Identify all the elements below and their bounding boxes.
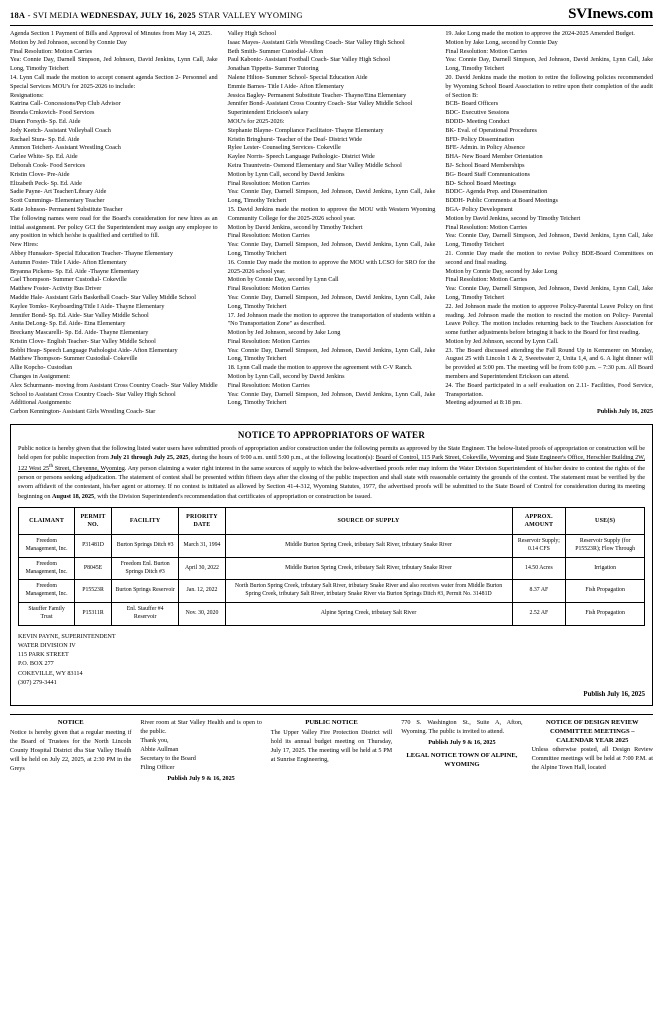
legal-paragraph: Superintendent Erickson's salary — [227, 109, 309, 117]
legal-paragraph: 18. Lynn Call made the motion to approve the agreement with C-V Ranch. — [227, 364, 413, 372]
legal-paragraph: BJ- School Board Memberships — [445, 161, 525, 169]
legal-paragraph: 22. Jed Johnson made the motion to approve Policy-Parental Leave Policy on first reading. Jed Johnson made the motion to rescind the motion on Policy- Parental Leave Policy. The motion includes returning back to the Teachers Association for some further adjustments before bringing it back to the Board for first reading. — [445, 302, 653, 337]
table-cell-permit: P15523R — [75, 580, 112, 603]
table-cell-amount: 14.50 Acres — [512, 557, 566, 580]
table-column-header: USE(S) — [566, 507, 645, 534]
legal-paragraph: Carbon Kennington- Assistant Girls Wrestling Coach- Star — [10, 408, 156, 416]
legal-paragraph: BHA- New Board Member Orientation — [445, 153, 543, 161]
table-cell-priority: April 30, 2022 — [179, 557, 225, 580]
water-rights-table — [18, 507, 645, 626]
legal-paragraph: Final Resolution: Motion Carries — [227, 232, 310, 240]
notice-paragraph: Thank you, — [140, 737, 169, 745]
notice-paragraph: Filing Officer — [140, 764, 175, 772]
table-cell-claimant: Stauffer Family Trust — [19, 602, 75, 625]
legal-paragraph: Final Resolution: Motion Carries — [445, 223, 528, 231]
column3-publish-line: Publish July 16, 2025 — [596, 408, 653, 416]
table-cell-amount: 2.52 AF — [512, 602, 566, 625]
legal-paragraph: Scott Cummings- Elementary Teacher — [10, 197, 105, 205]
masthead — [10, 6, 653, 26]
legal-paragraph: BFD- Policy Dissemination — [445, 135, 515, 143]
legal-paragraph: Rylee Lester- Counseling Services- Cokeville — [227, 144, 341, 152]
table-row — [19, 557, 645, 580]
legal-paragraph: Resignations: — [10, 91, 44, 99]
signature-line: WATER DIVISION IV — [18, 641, 76, 649]
page-folio: 18A — [10, 10, 26, 20]
legal-paragraph: Cael Thompson- Summer Custodial- Cokeville — [10, 276, 127, 284]
table-cell-priority: March 31, 1994 — [179, 535, 225, 558]
table-column-header: PRIORITY DATE — [179, 507, 225, 534]
table-cell-source: Middle Burton Spring Creek, tributary Salt River, tributary Snake River — [225, 557, 512, 580]
notice-heading: PUBLIC NOTICE — [305, 719, 358, 727]
legal-paragraph: Agenda Section 1 Payment of Bills and Approval of Minutes from May 14, 2025. — [10, 30, 212, 37]
legal-paragraph: Nalene Hilton- Summer School- Special Education Aide — [227, 73, 368, 81]
legal-paragraph: Yea: Connie Day, Darnell Simpson, Jed Johnson, David Jenkins, Lynn Call, Jake Long, Timothy Teichert — [445, 56, 653, 73]
legal-paragraph: Paul Kabonic- Assistant Football Coach- Star Valley High School — [227, 56, 391, 64]
table-column-header: PERMIT NO. — [75, 507, 112, 534]
table-column-header: SOURCE OF SUPPLY — [225, 507, 512, 534]
masthead-separator: - — [27, 10, 31, 20]
legal-paragraph: Valley High School — [227, 30, 277, 37]
water-notice-publish-line: Publish July 16, 2025 — [583, 691, 645, 699]
table-column-header: FACILITY — [111, 507, 178, 534]
legal-paragraph: 21. Connie Day made the motion to revise Policy BDE-Board Committees on second and final reading. — [445, 249, 653, 266]
legal-paragraph: Motion by David Jenkins, second by Timothy Teichert — [227, 223, 363, 231]
legal-column-2 — [228, 30, 436, 417]
legal-paragraph: Additional Assignments: — [10, 399, 72, 407]
water-appropriators-notice — [10, 424, 653, 706]
table-column-header: CLAIMANT — [19, 507, 75, 534]
legal-paragraph: Kaylee Tomko- Keyboarding/Title I Aide- Thayne Elementary — [10, 302, 165, 310]
notice-text-j: , with the Division Superintendent's recommendation that certificates of appropriation or construction be issued. — [94, 492, 372, 500]
legal-paragraph: BGA- Policy Development — [445, 205, 513, 213]
legal-paragraph: BDDC- Agenda Prep. and Dissemination — [445, 188, 548, 196]
bottom-notice-column — [271, 719, 392, 784]
bottom-notice-column — [532, 719, 653, 784]
legal-paragraph: Yea: Connie Day, Darnell Simpson, Jed Johnson, David Jenkins, Lynn Call, Jake Long, Timothy Teichert — [445, 232, 653, 249]
signature-line: KEVIN PAYNE, SUPERINTENDENT — [18, 632, 116, 640]
legal-paragraph: Beth Smith- Summer Custodial- Afton — [227, 47, 324, 55]
legal-paragraph: The following names were read for the Board's consideration for new hires as an initial assignment. Per policy GCI the Superintendent may assign any employee to any position in which he/she is qualified and certified to fill. — [10, 214, 218, 240]
notice-heading: NOTICE OF DESIGN REVIEW COMMITTEE MEETINGS – CALENDAR YEAR 2025 — [545, 719, 639, 744]
table-cell-claimant: Freedom Management, Inc. — [19, 557, 75, 580]
legal-paragraph: BDDH- Public Comments at Board Meetings — [445, 197, 558, 205]
table-cell-source: Middle Burton Spring Creek, tributary Salt River, tributary Snake River — [225, 535, 512, 558]
notice-paragraph: The Upper Valley Fire Protection District will hold its annual budget meeting on Thursday, July 17, 2025. The meeting will be held at 5 PM at Sunrise Engineering, — [270, 728, 393, 763]
legal-paragraph: Jennifer Bond- Assistant Cross Country Coach- Star Valley Middle School — [227, 100, 413, 108]
bottom-notice-column — [401, 719, 522, 784]
legal-paragraph: Yea: Connie Day, Darnell Simpson, Jed Johnson, David Jenkins, Lynn Call, Jake Long, Timothy Teichert — [227, 241, 436, 257]
legal-paragraph: Alex Schurmann- moving from Assistant Cross Country Coach- Star Valley Middle School to Assistant Cross Country Coach- Star Valley High School — [10, 381, 218, 398]
legal-paragraph: BK- Eval. of Operational Procedures — [445, 126, 537, 134]
legal-paragraph: 20. David Jenkins made the motion to retire the following policies recommended by Wyoming School Board Association to retire upon their completion of the audit of Section B: — [445, 73, 653, 99]
legal-paragraph: Yea: Connie Day, Darnell Simpson, Jed Johnson, David Jenkins, Lynn Call, Jake Long, Timothy Teichert — [227, 188, 436, 205]
table-row — [19, 602, 645, 625]
table-cell-facility: Burton Springs Reservoir — [111, 580, 178, 603]
location-board-of-control: Board of Control, 115 Park Street, Cokeville, Wyoming — [375, 454, 514, 462]
legal-paragraph: Final Resolution: Motion Carries — [227, 179, 310, 187]
legal-column-3 — [445, 30, 653, 417]
legal-paragraph: BDC- Executive Sessions — [445, 109, 510, 117]
legal-paragraph: Katie Johnson- Permanent Substitute Teacher — [10, 205, 123, 213]
legal-paragraph: Breckany Mascarelli- Sp. Ed. Aide- Thayne Elementary — [10, 329, 149, 337]
table-cell-source: North Burton Spring Creek, tributary Salt River, tributary Snake River and also receives water from Middle Burton Spring Creek, tributary Salt River, tributary Snake River via Burton Springs Ditch #3, Permit No. 31481D — [225, 580, 512, 603]
notice-publish-line: Publish July 9 & 16, 2025 — [428, 739, 496, 747]
table-cell-amount: Reservoir Supply; 0.14 CFS — [512, 535, 566, 558]
legal-paragraph: Motion by Jed Johnson, second by Lynn Call. — [445, 337, 559, 345]
board-meeting-date: August 18, 2025 — [52, 492, 95, 500]
table-cell-permit: P15311R — [75, 602, 112, 625]
signature-line: COKEVILLE, WY 83114 — [18, 669, 83, 677]
legal-paragraph: Diann Forsyth- Sp. Ed. Aide — [10, 117, 81, 125]
signature-line: (307) 279-3441 — [18, 679, 57, 687]
legal-paragraph: Maddie Hale- Assistant Girls Basketball Coach- Star Valley Middle School — [10, 293, 196, 301]
legal-paragraph: Yea: Connie Day, Darnell Simpson, Jed Johnson, David Jenkins, Lynn Call, Jake Long, Timothy Teichert — [227, 346, 436, 363]
legal-paragraph: 15. David Jenkins made the motion to approve the MOU with Western Wyoming Community College for the 2025-2026 school year. — [227, 205, 436, 222]
bottom-notice-column — [140, 719, 261, 784]
notice-paragraph: 770 S. Washington St., Suite A, Afton, Wyoming. The public is invited to attend. — [401, 719, 523, 736]
legal-paragraph: Rachael Stura- Sp. Ed. Aide — [10, 135, 80, 143]
legal-paragraph: Bryanna Pickens- Sp. Ed. Aide -Thayne Elementary — [10, 267, 139, 275]
legal-paragraph: Motion by David Jenkins, second by Timothy Teichert — [445, 214, 581, 222]
legal-paragraph: Brenda Crnkovich- Food Services — [10, 109, 95, 117]
publication-name: SVI MEDIA — [32, 10, 78, 20]
legal-paragraph: Motion by Jake Long, second by Connie Day — [445, 38, 558, 46]
legal-paragraph: Motion by Lynn Call, second by David Jenkins — [227, 373, 345, 381]
website-url: SVInews.com — [568, 6, 653, 22]
table-cell-permit: P8045E — [75, 557, 112, 580]
legal-paragraph: New Hires: — [10, 241, 39, 249]
legal-paragraph: Katrina Call- Concessions/Pep Club Advisor — [10, 100, 121, 108]
legal-paragraph: Deborah Cook- Food Services — [10, 161, 86, 169]
legal-paragraph: Carlee White- Sp. Ed. Aide — [10, 153, 78, 161]
legal-paragraph: BD- School Board Meetings — [445, 179, 516, 187]
legal-paragraph: Motion by Connie Day, second by Lynn Call — [227, 276, 339, 284]
signature-line: 115 PARK STREET — [18, 651, 69, 659]
legal-paragraph: Jody Keetch- Assistant Volleyball Coach — [10, 126, 111, 134]
table-cell-claimant: Freedom Management, Inc. — [19, 535, 75, 558]
notice-text-h: . Any person claiming a water right interest in the same sources of supply to which the below-advertised proofs refer may inform the Water Division Superintendent of his/her desire to contest the rights of the person or persons seeking adjudication. The statement of contest shall be presented within fifteen days after the closing of the public inspection and shall state with reasonable certainty the grounds of the contest. The statement must be verified by the sworn affidavit of the contestant, his/her agent or attorney. If no contest is initiated as allowed by Section 41-4-312, Wyoming Statutes, 1977, the advertised proofs will be submitted to the State Board of Control for consideration during its meeting beginning on — [18, 464, 646, 500]
table-cell-permit: P31481D — [75, 535, 112, 558]
table-header-row — [19, 507, 645, 534]
legal-paragraph: Motion by Lynn Call, second by David Jenkins — [227, 170, 345, 178]
table-cell-priority: Nov. 30, 2020 — [179, 602, 225, 625]
ordinal-suffix: th — [49, 462, 54, 469]
table-cell-use: Fish Propagation — [566, 602, 645, 625]
table-row — [19, 580, 645, 603]
table-cell-facility: Freedom Enl. Burton Springs Ditch #3 — [111, 557, 178, 580]
notice-text-e: and — [513, 454, 526, 462]
legal-column-1 — [10, 30, 218, 417]
legal-paragraph: Meeting adjourned at 8:18 pm. — [445, 399, 522, 407]
notice-text-a: Public notice is hereby given that the following listed water users have submitted proofs of appropriation and/or construction under the following permits as approved by the State Engineer. The below-listed proofs of appropriation or construction will be held open for public inspection from — [18, 445, 645, 462]
notice-publish-line: Publish July 9 & 16, 2025 — [167, 775, 235, 783]
legal-paragraph: Changes in Assignment: — [10, 373, 71, 381]
legal-paragraph: Final Resolution: Motion Carries — [445, 276, 528, 284]
signature-line: P.O. BOX 277 — [18, 660, 54, 668]
legal-paragraph: Abbey Hunsaker- Special Education Teacher- Thayne Elementary — [10, 249, 173, 257]
legal-paragraph: Yea: Connie Day, Darnell Simpson, Jed Johnson, David Jenkins, Lynn Call, Jake Long, Timothy Teichert — [227, 390, 436, 407]
legal-paragraph: Elizabeth Peck- Sp. Ed. Aide — [10, 179, 82, 187]
notice-paragraph: Unless otherwise posted, all Design Review Committee meetings will be held at 7:00 P.M. at the Alpine Town Hall, located — [531, 746, 653, 772]
legal-paragraph: Anita DeLong- Sp. Ed. Aide- Etna Elementary — [10, 320, 126, 328]
table-cell-claimant: Freedom Management, Inc. — [19, 580, 75, 603]
location-cheyenne: Street, Cheyenne, Wyoming — [53, 464, 125, 472]
legal-paragraph: Final Resolution: Motion Carries — [445, 47, 528, 55]
table-cell-use: Reservoir Supply (for P15523R); Flow Through — [566, 535, 645, 558]
legal-paragraph: 19. Jake Long made the motion to approve the 2024-2025 Amended Budget. — [445, 30, 635, 37]
table-column-header: APPROX. AMOUNT — [512, 507, 566, 534]
notice-text-c: , during the hours of 9:00 a.m. until 5:00 p.m., at the following location(s): — [188, 454, 376, 462]
notice-heading: NOTICE — [57, 719, 84, 727]
table-cell-use: Irrigation — [566, 557, 645, 580]
legal-paragraph: BDDD- Meeting Conduct — [445, 117, 510, 125]
legal-paragraph: BFE- Admin. in Policy Absence — [445, 144, 525, 152]
legal-paragraph: Ammon Teichert- Assistant Wrestling Coach — [10, 144, 121, 152]
legal-paragraph: Yea: Connie Day, Darnell Simpson, Jed Johnson, David Jenkins, Lynn Call, Jake Long, Timothy Teichert — [445, 285, 653, 301]
bottom-notices — [10, 714, 653, 784]
issue-date: WEDNESDAY, JULY 16, 2025 — [80, 10, 197, 20]
legal-paragraph: Jessica Bagley- Permanent Substitute Teacher- Thayne/Etna Elementary — [227, 91, 407, 99]
legal-paragraph: Matthew Thompson- Summer Custodial- Cokeville — [10, 355, 138, 363]
legal-paragraph: Sadie Payne- Art Teacher/Library Aide — [10, 188, 107, 196]
region-name: STAR VALLEY WYOMING — [198, 10, 303, 20]
legal-paragraph: Final Resolution: Motion Carries — [10, 47, 92, 55]
legal-paragraph: Yea: Connie Day, Darnell Simpson, Jed Johnson, David Jenkins, Lynn Call, Jake Long, Timothy Teichert — [10, 56, 218, 73]
signature-block — [18, 632, 645, 688]
legal-paragraph: BG- Board Staff Communications — [445, 170, 530, 178]
legal-paragraph: Motion by Connie Day, second by Jake Long — [445, 267, 558, 275]
table-cell-amount: 8.37 AF — [512, 580, 566, 603]
legal-paragraph: Kaylee Norris- Speech Language Pathologic- District Wide — [227, 153, 375, 161]
legal-paragraph: Final Resolution: Motion Carries — [227, 381, 310, 389]
legal-paragraph: Yea: Connie Day, Darnell Simpson, Jed Johnson, David Jenkins, Lynn Call, Jake Long, Timothy Teichert — [227, 293, 436, 310]
inspection-dates: July 21 through July 25, 2025 — [110, 454, 189, 462]
table-cell-priority: Jan. 12, 2022 — [179, 580, 225, 603]
table-cell-facility: Enl. Stauffer #4 Reservoir — [111, 602, 178, 625]
table-row — [19, 535, 645, 558]
legal-paragraph: Isaac Mayes- Assistant Girls Wrestling Coach- Star Valley High School — [227, 38, 405, 46]
notice-title: NOTICE TO APPROPRIATORS OF WATER — [237, 430, 426, 441]
table-cell-facility: Burton Springs Ditch #3 — [111, 535, 178, 558]
masthead-left — [10, 10, 303, 20]
legal-paragraph: 17. Jed Johnson made the motion to approve the transportation of students within a "No Transportation Zone" as described. — [227, 311, 436, 328]
legal-paragraph: BCB- Board Officers — [445, 100, 499, 108]
legal-paragraph: 16. Connie Day made the motion to approve the MOU with LCSO for SRO for the 2025-2026 school year. — [227, 258, 436, 275]
legal-paragraph: Kristin Clove- English Teacher- Star Valley Middle School — [10, 337, 156, 345]
legal-paragraph: MOU's for 2025-2026: — [227, 117, 285, 125]
legal-paragraph: Autumn Foster- Title I Aide- Afton Elementary — [10, 258, 127, 266]
table-cell-use: Fish Propagation — [566, 580, 645, 603]
notice-heading-secondary: LEGAL NOTICE TOWN OF ALPINE, WYOMING — [406, 752, 518, 768]
legal-paragraph: Bobbi Heap- Speech Language Pathologist Aide- Afton Elementary — [10, 346, 178, 354]
legal-paragraph: Stephanie Blayne- Compliance Facilitator- Thayne Elementary — [227, 126, 384, 134]
legal-paragraph: Kristin Clove- Pre-Aide — [10, 170, 70, 178]
location-state-engineer: State Engineer's Office, Herschler Building 2W, 122 West 25 — [18, 454, 645, 472]
legal-paragraph: Keira Trauntvein- Osmond Elementary and Star Valley Middle School — [227, 161, 402, 169]
legal-paragraph: Motion by Jed Johnson, second by Jake Long — [227, 329, 341, 337]
legal-paragraph: Motion by Jed Johnson, second by Connie Day — [10, 38, 127, 46]
bottom-notice-column — [10, 719, 131, 784]
legal-paragraph: Kristin Bringhurst- Teacher of the Deaf- District Wide — [227, 135, 362, 143]
legal-notice-columns — [10, 30, 653, 417]
legal-paragraph: Matthew Foster- Activity Bus Driver — [10, 285, 102, 293]
notice-body — [18, 444, 645, 501]
legal-paragraph: Jennifer Bond- Sp. Ed. Aide- Star Valley Middle School — [10, 311, 149, 319]
notice-paragraph: Secretary to the Board — [140, 755, 196, 763]
legal-paragraph: Emmie Barnes- Title I Aide- Afton Elementary — [227, 82, 344, 90]
notice-paragraph: Abbie Aullman — [140, 746, 179, 754]
legal-paragraph: 14. Lynn Call made the motion to accept consent agenda Section 2- Personnel and Special Services MOU's for 2025-2026 to include: — [10, 73, 218, 90]
notice-paragraph: Notice is hereby given that a regular meeting if the Board of Trustees for the North Lincoln County Hospital District dba Star Valley Health will be held on July 22, 2025, at 2:30 PM in the Greys — [10, 728, 132, 772]
legal-paragraph: Allie Kopcho- Custodian — [10, 364, 73, 372]
legal-paragraph: Final Resolution: Motion Carries — [227, 285, 310, 293]
notice-paragraph: River room at Star Valley Health and is open to the public. — [140, 719, 262, 736]
legal-paragraph: Final Resolution: Motion Carries — [227, 337, 310, 345]
legal-paragraph: Jonathan Tippetts- Summer Tutoring — [227, 65, 319, 73]
legal-paragraph: 23. The Board discussed attending the Fall Round Up in Kemmerer on Monday, August 25 with Lincoln 1 & 2, Sweetwater 2, Unita 1,4, and 6. A light dinner will be provided at 5:00 pm. The meeting will be from 6:00 p.m. – 7:30 p.m. All Board members and Superintendent Erickson can attend. — [445, 346, 653, 381]
table-cell-source: Alpine Spring Creek, tributary Salt River — [225, 602, 512, 625]
legal-paragraph: 24. The Board participated in a self evaluation on 2.11- Facilities, Food Service, Transportation. — [445, 381, 653, 398]
